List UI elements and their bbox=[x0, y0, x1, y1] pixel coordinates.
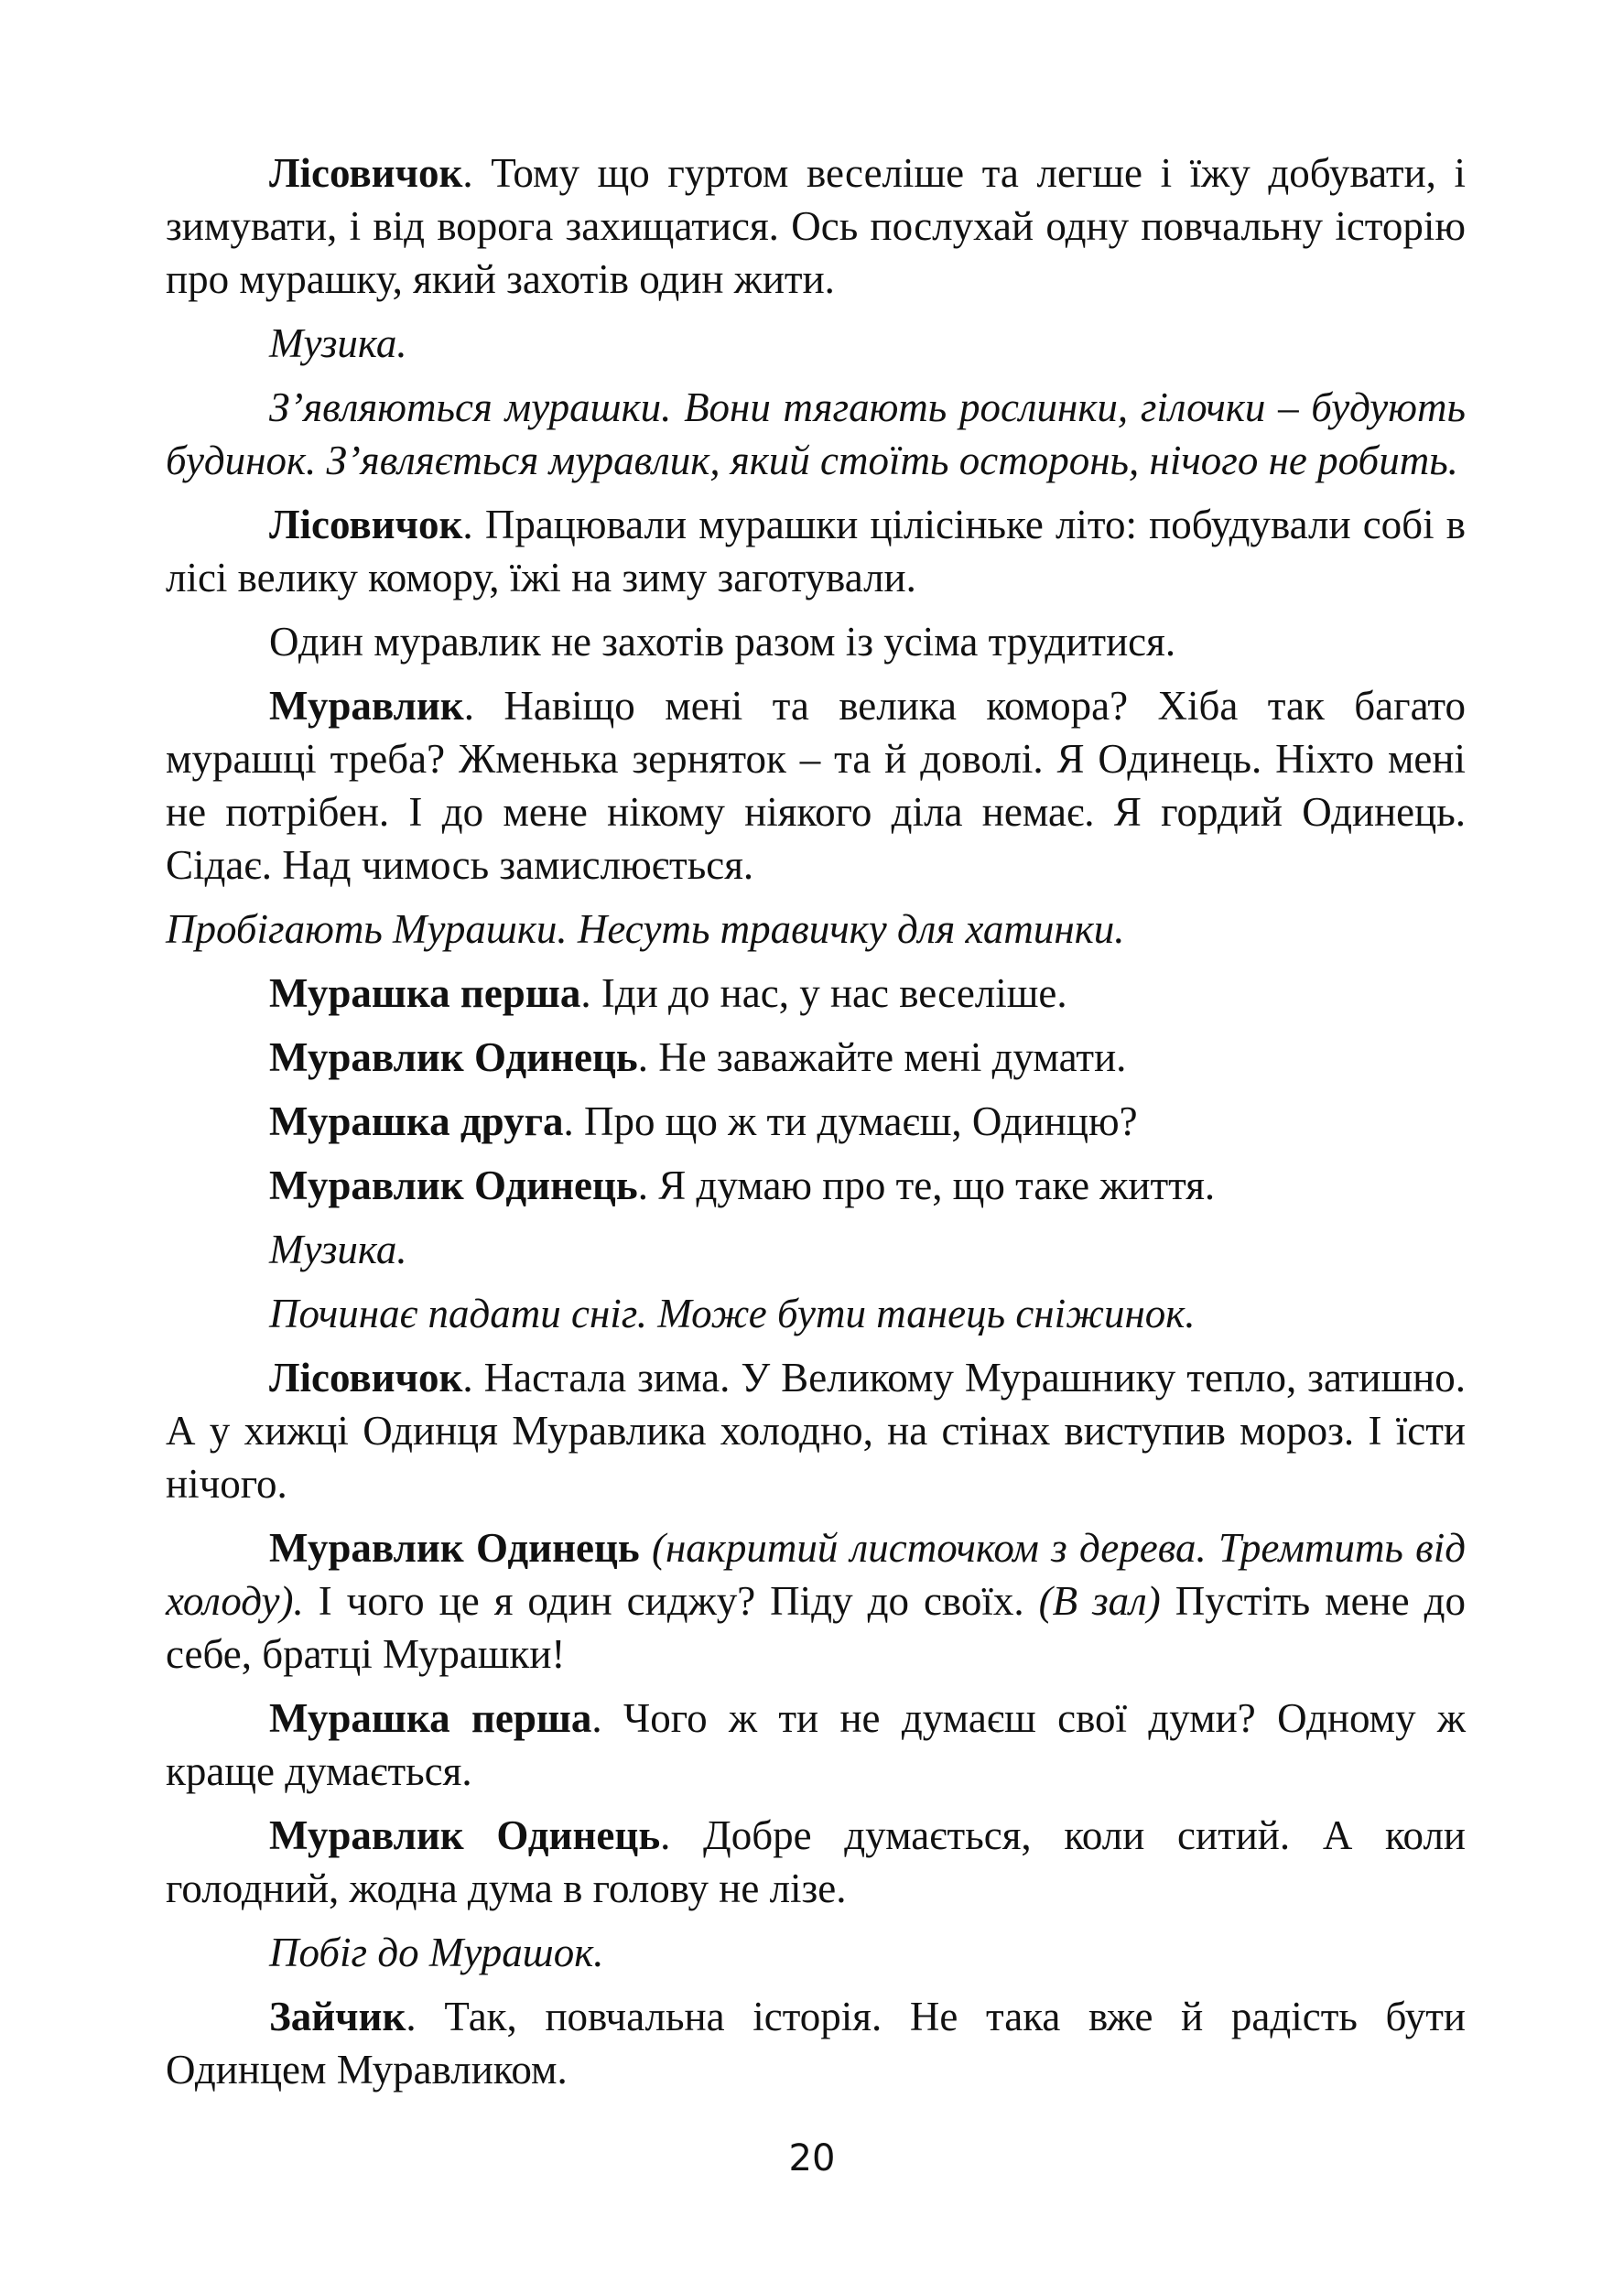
stage-remark: (накритий листочком з дерева. Тремтить від холоду). bbox=[166, 1525, 1466, 1624]
dialogue-line bbox=[166, 1521, 1466, 1681]
line-text: . Працювали мурашки цілісіньке літо: побудували собі в лісі велику комору, їжі на зиму заготували. bbox=[166, 502, 1466, 600]
stage-remark: (В зал) bbox=[1038, 1578, 1161, 1624]
line-text: . Іди до нас, у нас веселіше. bbox=[580, 970, 1067, 1016]
speaker-name: Мурашка перша bbox=[269, 970, 581, 1016]
line-text: . Так, повчальна історія. Не така вже й радість бути Одинцем Муравликом. bbox=[166, 1994, 1466, 2093]
line-text: . Чого ж ти не думаєш свої думи? Одному ж краще думається. bbox=[166, 1695, 1467, 1794]
dialogue-line bbox=[166, 1095, 1466, 1148]
speaker-name: Лісовичок bbox=[269, 1355, 463, 1400]
speaker-name: Муравлик Одинець bbox=[269, 1525, 640, 1571]
line-text: . Навіщо мені та велика комора? Хіба так багато мурашці треба? Жменька зерняток – та й доволі. Я Одинець. Ніхто мені не потрібен. І до мене нікому ніякого діла немає. Я гордий Одинець. Сідає. Над чимось замислюється. bbox=[166, 683, 1466, 888]
speaker-name: Зайчик bbox=[269, 1994, 406, 2039]
narration-line: Один муравлик не захотів разом із усіма трудитися. bbox=[269, 619, 1176, 665]
speaker-name: Мурашка друга bbox=[269, 1098, 564, 1144]
stage-direction: Музика. bbox=[269, 1227, 407, 1272]
dialogue-line bbox=[166, 1692, 1466, 1798]
speaker-name: Лісовичок bbox=[269, 502, 463, 547]
dialogue-line bbox=[166, 146, 1466, 306]
dialogue-line bbox=[166, 1159, 1466, 1212]
stage-direction: З’являються мурашки. Вони тягають рослинки, гілочки – будують будинок. З’являється муравлик, який стоїть осторонь, нічого не робить. bbox=[166, 384, 1466, 483]
speaker-name: Муравлик Одинець bbox=[269, 1812, 661, 1858]
speaker-name: Лісовичок bbox=[269, 150, 463, 196]
speaker-name: Муравлик bbox=[269, 683, 464, 729]
dialogue-line bbox=[166, 1031, 1466, 1084]
dialogue-line bbox=[166, 498, 1466, 604]
line-text: . Я думаю про те, що таке життя. bbox=[637, 1163, 1216, 1208]
stage-direction: Музика. bbox=[269, 320, 407, 366]
line-text: . Про що ж ти думаєш, Одинцю? bbox=[563, 1098, 1138, 1144]
line-text: . Добре думається, коли ситий. А коли голодний, жодна дума в голову не лізе. bbox=[166, 1812, 1467, 1911]
line-text: І чого це я один сиджу? Піду до своїх. bbox=[303, 1578, 1039, 1624]
stage-direction: Пробігають Мурашки. Несуть травичку для хатинки. bbox=[166, 906, 1125, 952]
speaker-name: Муравлик Одинець bbox=[269, 1034, 638, 1080]
dialogue-line bbox=[166, 1809, 1466, 1915]
stage-direction: Починає падати сніг. Може бути танець сніжинок. bbox=[269, 1291, 1196, 1336]
page-body bbox=[166, 146, 1466, 2107]
stage-direction: Побіг до Мурашок. bbox=[269, 1930, 604, 1975]
dialogue-line bbox=[166, 1990, 1466, 2096]
dialogue-line bbox=[166, 679, 1466, 892]
line-text: Пустіть мене до себе, братці Мурашки! bbox=[166, 1578, 1466, 1677]
dialogue-line bbox=[166, 1351, 1466, 1510]
line-text: . Настала зима. У Великому Мурашнику тепло, затишно. А у хижці Одинця Муравлика холодно, на стінах виступив мороз. І їсти нічого. bbox=[166, 1355, 1466, 1507]
speaker-name: Муравлик Одинець bbox=[269, 1163, 638, 1208]
page-number: 20 bbox=[788, 2137, 836, 2179]
line-text: . Тому що гуртом веселіше та легше і їжу добувати, і зимувати, і від ворога захищатися. Ось послухай одну повчальну історію про мурашку, який захотів один жити. bbox=[166, 150, 1466, 302]
speaker-name: Мурашка перша bbox=[269, 1695, 592, 1741]
dialogue-line bbox=[166, 967, 1466, 1020]
line-text: . Не заважайте мені думати. bbox=[637, 1034, 1127, 1080]
